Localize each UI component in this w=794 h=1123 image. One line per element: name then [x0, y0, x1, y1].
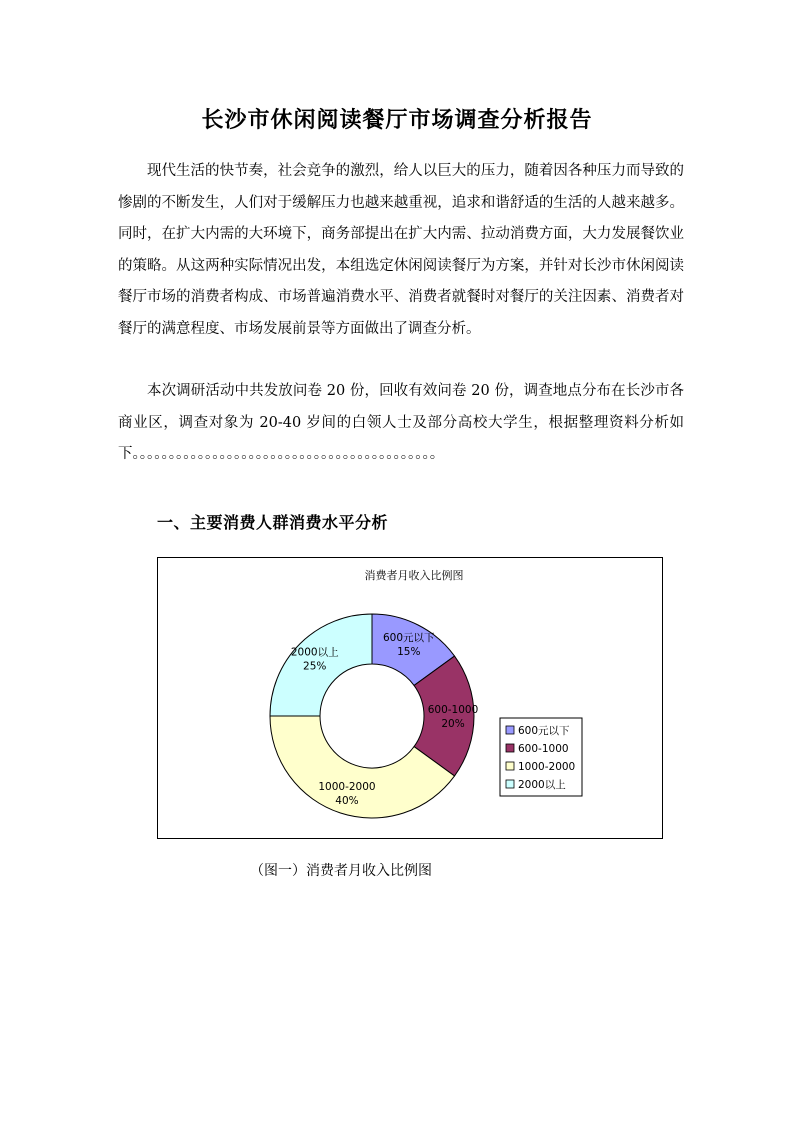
slice-category-label: 2000以上 — [290, 646, 339, 659]
slice-percent-label: 25% — [303, 660, 327, 673]
slice-category-label: 600-1000 — [427, 704, 479, 716]
document-title: 长沙市休闲阅读餐厅市场调查分析报告 — [201, 107, 593, 133]
slice-percent-label: 20% — [441, 718, 465, 730]
section-heading: 一、主要消费人群消费水平分析 — [157, 513, 389, 532]
legend-label: 1000-2000 — [518, 761, 576, 773]
slice-category-label: 600元以下 — [382, 631, 435, 644]
legend-swatch — [506, 762, 514, 770]
legend-swatch — [506, 780, 514, 788]
survey-paragraph: 本次调研活动中共发放问卷 20 份，回收有效问卷 20 份，调查地点分布在长沙市各商业区，调查对象为 20-40 岁间的白领人士及部分高校大学生，根据整理资料分析如下。。。。。。。。。。。。。。。。。。。。。。。。。。。。。。。。。。。。。。。。。。 — [118, 383, 684, 462]
slice-percent-label: 15% — [397, 645, 421, 658]
slice-category-label: 1000-2000 — [318, 781, 376, 794]
income-chart — [157, 557, 663, 839]
figure-caption: （图一）消费者月收入比例图 — [250, 863, 432, 879]
legend-label: 600-1000 — [518, 743, 569, 755]
income-doughnut-chart — [158, 558, 664, 840]
legend-label: 600元以下 — [518, 725, 570, 737]
slice-percent-label: 40% — [335, 795, 359, 808]
intro-paragraph: 现代生活的快节奏，社会竞争的激烈，给人以巨大的压力，随着因各种压力而导致的惨剧的不断发生，人们对于缓解压力也越来越重视，追求和谐舒适的生活的人越来越多。同时，在扩大内需的大环境下，商务部提出在扩大内需、拉动消费方面，大力发展餐饮业的策略。从这两种实际情况出发，本组选定休闲阅读餐厅为方案，并针对长沙市休闲阅读餐厅市场的消费者构成、市场普遍消费水平、消费者就餐时对餐厅的关注因素、消费者对餐厅的满意程度、市场发展前景等方面做出了调查分析。 — [118, 163, 684, 337]
legend-swatch — [506, 726, 514, 734]
legend-swatch — [506, 744, 514, 752]
chart-title: 消费者月收入比例图 — [364, 569, 464, 582]
legend-label: 2000以上 — [518, 779, 566, 791]
